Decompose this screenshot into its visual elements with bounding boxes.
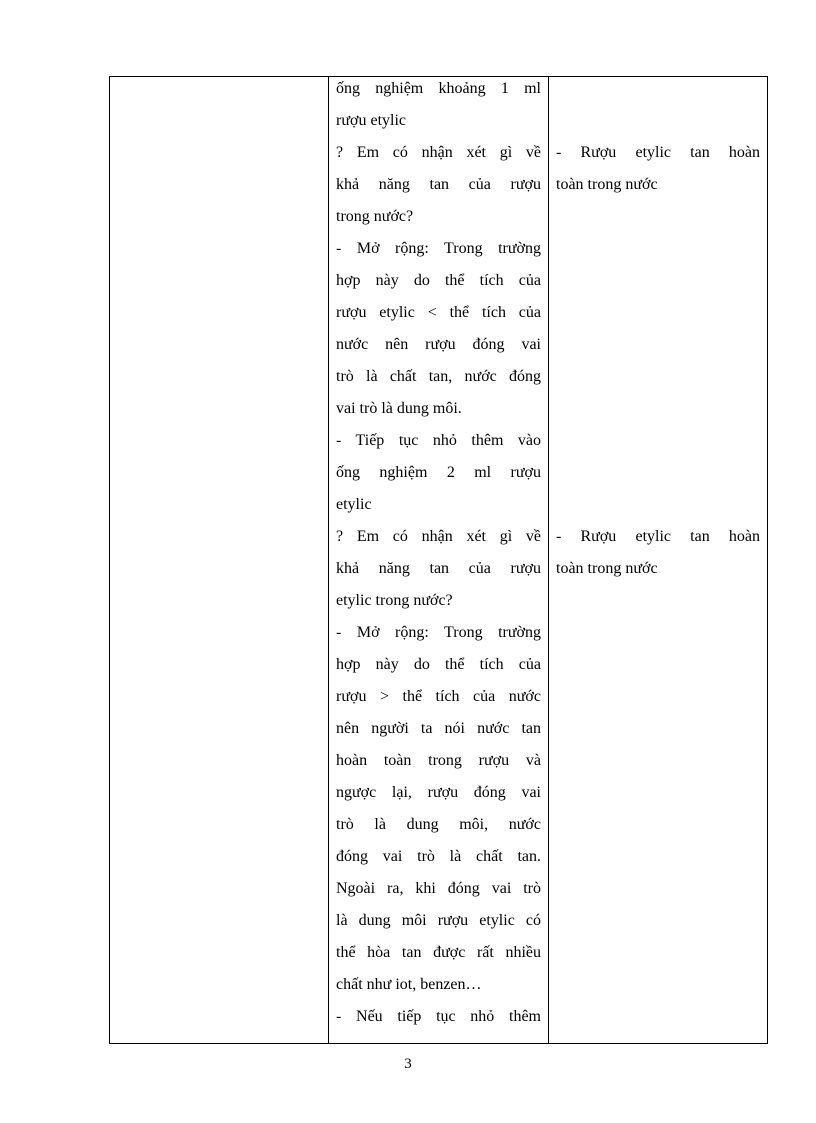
result-cell: [549, 77, 768, 1044]
table-row: [110, 77, 768, 1044]
activity-line: - Tiếp tục nhỏ thêm vào: [336, 432, 541, 449]
activity-line: - Mở rộng: Trong trường: [336, 240, 541, 257]
activity-line: rượu etylic < thể tích của: [336, 304, 541, 321]
activity-cell: [329, 77, 549, 1044]
activity-line: - Nếu tiếp tục nhỏ thêm: [336, 1008, 541, 1025]
activity-line: etylic: [336, 496, 372, 513]
activity-line: nước nên rượu đóng vai: [336, 336, 541, 353]
activity-line: trong nước?: [336, 208, 414, 225]
activity-line: đóng vai trò là chất tan.: [336, 848, 541, 865]
activity-line: ống nghiệm khoảng 1 ml: [336, 80, 541, 97]
activity-line: trò là dung môi, nước: [336, 816, 541, 833]
activity-line: hoàn toàn trong rượu và: [336, 752, 541, 769]
activity-line: - Mở rộng: Trong trường: [336, 624, 541, 641]
activity-line: Ngoài ra, khi đóng vai trò: [336, 880, 541, 897]
result-line: toàn trong nước: [556, 176, 658, 193]
result-line: - Rượu etylic tan hoàn: [556, 528, 760, 545]
page-number: 3: [404, 1056, 412, 1072]
activity-line: vai trò là dung môi.: [336, 400, 462, 417]
activity-line: thể hòa tan được rất nhiều: [336, 944, 541, 961]
activity-line: khả năng tan của rượu: [336, 560, 541, 577]
activity-line: rượu etylic: [336, 112, 406, 129]
left-cell: [110, 77, 329, 1044]
activity-line: hợp này do thể tích của: [336, 656, 541, 673]
activity-line: chất như iot, benzen…: [336, 976, 482, 993]
result-line: toàn trong nước: [556, 560, 658, 577]
activity-line: etylic trong nước?: [336, 592, 453, 609]
result-line: - Rượu etylic tan hoàn: [556, 144, 760, 161]
activity-line: ? Em có nhận xét gì về: [336, 528, 541, 545]
activity-line: nên người ta nói nước tan: [336, 720, 541, 737]
activity-line: hợp này do thể tích của: [336, 272, 541, 289]
activity-line: ngược lại, rượu đóng vai: [336, 784, 541, 801]
activity-line: là dung môi rượu etylic có: [336, 912, 541, 929]
activity-line: ? Em có nhận xét gì về: [336, 144, 541, 161]
activity-line: rượu > thể tích của nước: [336, 688, 541, 705]
lesson-table: [109, 76, 768, 1044]
activity-line: ống nghiệm 2 ml rượu: [336, 464, 541, 481]
activity-line: khả năng tan của rượu: [336, 176, 541, 193]
activity-line: trò là chất tan, nước đóng: [336, 368, 541, 385]
